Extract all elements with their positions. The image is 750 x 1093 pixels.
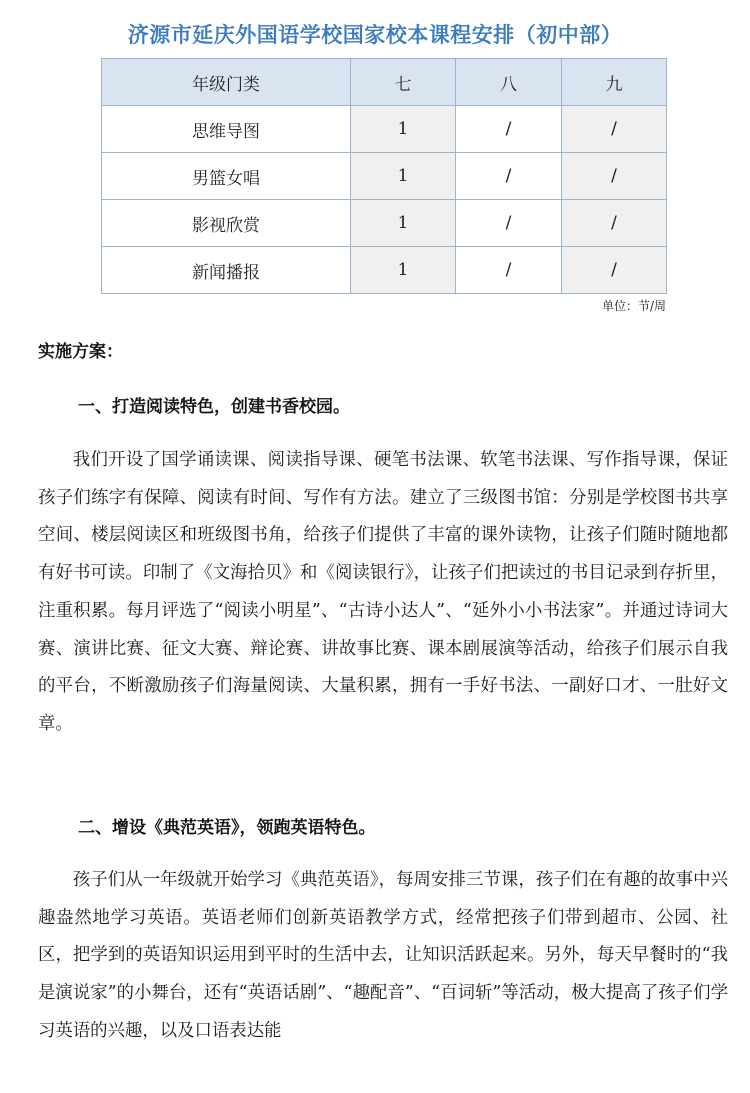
grade-8-value: / <box>456 106 562 153</box>
grade-7-value: 1 <box>351 247 456 294</box>
header-grade-8: 八 <box>456 59 562 106</box>
section-1-heading: 一、打造阅读特色，创建书香校园。 <box>78 397 350 417</box>
section-2-body: 孩子们从一年级就开始学习《典范英语》，每周安排三节课，孩子们在有趣的故事中兴趣盎然地学习英语。英语老师们创新英语教学方式，经常把孩子们带到超市、公园、社区，把学到的英语知识运用到平时的生活中去，让知识活跃起来。另外，每天早餐时的“我是演说家”的小舞台，还有“英语话剧”、“趣配音”、“百词斩”等活动，极大提高了孩子们学习英语的兴趣，以及口语表达能 <box>38 870 728 1041</box>
table-header-row <box>102 59 667 106</box>
header-grade-9: 九 <box>562 59 667 106</box>
course-name: 新闻播报 <box>102 247 351 294</box>
grade-9-value: / <box>562 153 667 200</box>
course-name: 影视欣赏 <box>102 200 351 247</box>
course-table <box>101 58 667 294</box>
table-row <box>102 200 667 247</box>
header-grade-7: 七 <box>351 59 456 106</box>
grade-8-value: / <box>456 153 562 200</box>
grade-9-value: / <box>562 200 667 247</box>
grade-8-value: / <box>456 200 562 247</box>
section-1-body: 我们开设了国学诵读课、阅读指导课、硬笔书法课、软笔书法课、写作指导课，保证孩子们练字有保障、阅读有时间、写作有方法。建立了三级图书馆：分别是学校图书共享空间、楼层阅读区和班级图书角，给孩子们提供了丰富的课外读物，让孩子们随时随地都有好书可读。印制了《文海拾贝》和《阅读银行》，让孩子们把读过的书目记录到存折里，注重积累。每月评选了“阅读小明星”、“古诗小达人”、“延外小小书法家”。并通过诗词大赛、演讲比赛、征文大赛、辩论赛、讲故事比赛、课本剧展演等活动，给孩子们展示自我的平台，不断激励孩子们海量阅读、大量积累，拥有一手好书法、一副好口才、一肚好文章。 <box>38 450 728 734</box>
document-title: 济源市延庆外国语学校国家校本课程安排（初中部） <box>127 22 623 47</box>
course-name: 男篮女唱 <box>102 153 351 200</box>
course-name: 思维导图 <box>102 106 351 153</box>
table-row <box>102 106 667 153</box>
grade-8-value: / <box>456 247 562 294</box>
grade-9-value: / <box>562 247 667 294</box>
grade-7-value: 1 <box>351 200 456 247</box>
plan-heading: 实施方案： <box>38 342 123 362</box>
grade-7-value: 1 <box>351 106 456 153</box>
unit-note: 单位：节/周 <box>601 299 666 313</box>
table-row <box>102 247 667 294</box>
grade-9-value: / <box>562 106 667 153</box>
grade-7-value: 1 <box>351 153 456 200</box>
table-row <box>102 153 667 200</box>
header-category: 年级门类 <box>102 59 351 106</box>
section-2-heading: 二、增设《典范英语》，领跑英语特色。 <box>78 818 376 838</box>
